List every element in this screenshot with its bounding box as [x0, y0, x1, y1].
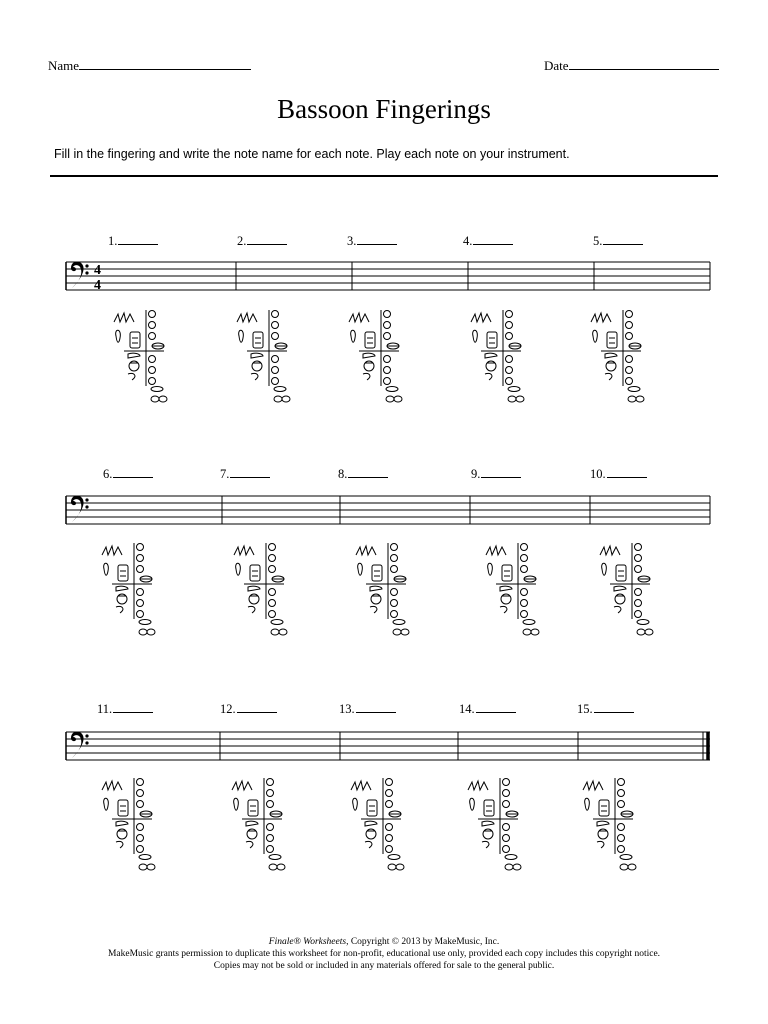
exercise-number-2: 2.	[237, 232, 287, 249]
copyright-footer	[0, 936, 768, 972]
fingering-chart-icon[interactable]	[110, 308, 174, 404]
fingering-chart-icon[interactable]	[482, 541, 546, 637]
date-label: Date	[544, 58, 569, 73]
exercise-number-1: 1.	[108, 232, 158, 249]
exercise-number-7: 7.	[220, 465, 270, 482]
exercise-number-4: 4.	[463, 232, 513, 249]
fingering-chart-icon[interactable]	[467, 308, 531, 404]
exercise-number-15: 15.	[577, 700, 634, 717]
fingering-chart-icon[interactable]	[347, 776, 411, 872]
exercise-number-3: 3.	[347, 232, 397, 249]
time-signature-bottom: 4	[94, 278, 101, 293]
bass-clef-icon	[71, 496, 89, 522]
fingering-chart-icon[interactable]	[352, 541, 416, 637]
fingering-chart-icon[interactable]	[98, 541, 162, 637]
fingering-chart-icon[interactable]	[464, 776, 528, 872]
fingering-chart-icon[interactable]	[579, 776, 643, 872]
fingering-chart-icon[interactable]	[98, 776, 162, 872]
exercise-number-8: 8.	[338, 465, 388, 482]
exercise-number-5: 5.	[593, 232, 643, 249]
fingering-chart-icon[interactable]	[228, 776, 292, 872]
exercise-number-10: 10.	[590, 465, 647, 482]
exercise-number-6: 6.	[103, 465, 153, 482]
fingering-chart-icon[interactable]	[345, 308, 409, 404]
footer-line-1: Finale® Worksheets, Copyright © 2013 by MakeMusic, Inc.	[268, 937, 500, 947]
name-label: Name	[48, 58, 80, 73]
exercise-number-9: 9.	[471, 465, 521, 482]
fingering-chart-icon[interactable]	[230, 541, 294, 637]
fingering-chart-icon[interactable]	[233, 308, 297, 404]
exercise-number-14: 14.	[459, 700, 516, 717]
exercise-number-12: 12.	[220, 700, 277, 717]
page-title: Bassoon Fingerings	[277, 94, 491, 124]
exercise-number-13: 13.	[339, 700, 396, 717]
fingering-chart-icon[interactable]	[587, 308, 651, 404]
time-signature-top: 4	[94, 263, 101, 278]
exercise-number-11: 11.	[97, 700, 153, 717]
bass-clef-icon	[71, 262, 89, 288]
instructions-text: Fill in the fingering and write the note name for each note. Play each note on your instrument.	[54, 147, 570, 161]
footer-line-2: MakeMusic grants permission to duplicate this worksheet for non-profit, educational use only, provided each copy includes this copyright notice.	[107, 949, 661, 959]
bass-clef-icon	[71, 732, 89, 758]
footer-line-3: Copies may not be sold or included in any materials offered for sale to the general public.	[213, 961, 555, 971]
fingering-chart-icon[interactable]	[596, 541, 660, 637]
